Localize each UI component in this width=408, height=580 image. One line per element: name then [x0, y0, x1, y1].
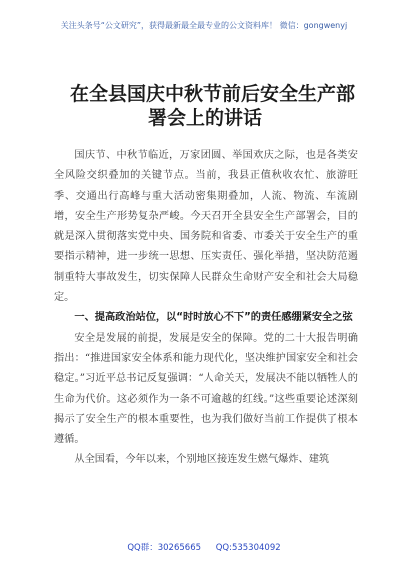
- top-banner: 关注头条号“公文研究”，获得最新最全最专业的公文资料库！ 微信：gongwenyj: [60, 21, 348, 30]
- title-line-2: 署会上的讲话: [148, 107, 263, 129]
- intro-paragraph: 国庆节、中秋节临近，万家团圆、举国欢庆之际，也是各类安全风险交织叠加的关键节点。当前，我县正值秋收农忙、旅游旺季、交通出行高峰与重大活动密集期叠加，人流、物流、车流剧增，安全生产形势复杂严峻。今天召开全县安全生产部署会，目的就是深入贯彻落实党中央、国务院和省委、市委关于安全生产的重要指示精神，进一步统一思想、压实责任、强化举措，坚决防范遏制重特大事故发生，切实保障人民群众生命财产安全和社会大局稳定。: [54, 150, 358, 304]
- qq-text: QQ:535304092: [215, 543, 281, 553]
- title-line-1: 在全县国庆中秋节前后安全生产部: [70, 83, 356, 105]
- qq-group-text: QQ群：30265665: [127, 543, 202, 553]
- section-paragraph: 安全是发展的前提，发展是安全的保障。党的二十大报告明确指出：“推进国家安全体系和能力现代化，坚决维护国家安全和社会稳定。”习近平总书记反复强调：“人命关天，发展决不能以牺牲人的生命为代价。这必须作为一条不可逾越的红线。”这些重要论述深刻揭示了安全生产的根本重要性，也为我们做好当前工作提供了根本遵循。: [54, 332, 358, 446]
- document-body: [54, 146, 358, 471]
- section-heading: 一、提高政治站位，以“时时放心不下”的责任感绷紧安全之弦: [74, 312, 353, 324]
- section-paragraph: 从全国看，今年以来，个别地区接连发生燃气爆炸、建筑: [74, 454, 330, 466]
- footer-contact: [0, 541, 408, 553]
- document-title: [70, 82, 370, 130]
